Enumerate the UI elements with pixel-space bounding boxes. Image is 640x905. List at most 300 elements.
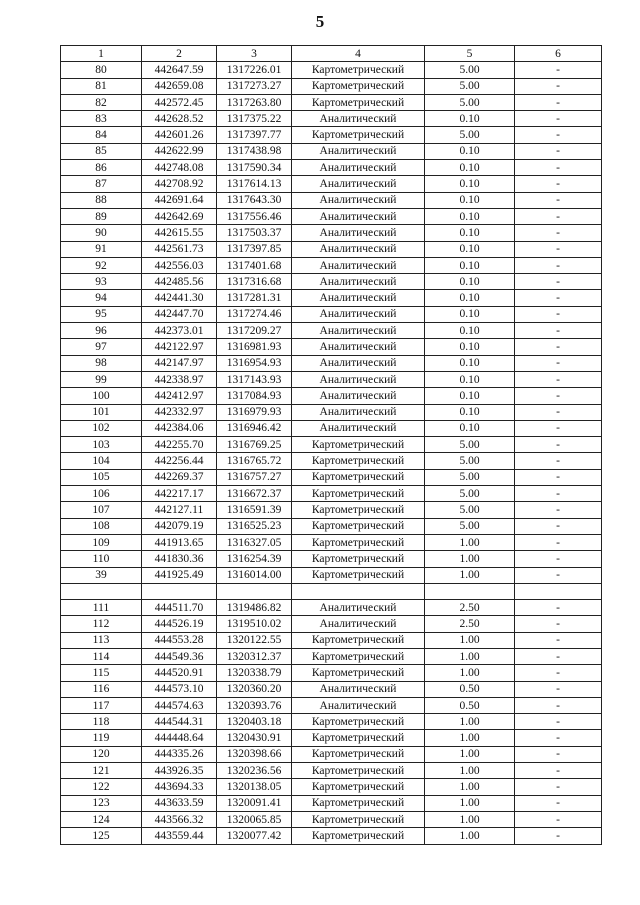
point-number-cell: 100 — [61, 388, 142, 404]
method-cell: Картометрический — [292, 795, 425, 811]
table-row — [61, 779, 602, 795]
method-cell: Аналитический — [292, 290, 425, 306]
x-coordinate-cell: 443694.33 — [142, 779, 217, 795]
y-coordinate-cell: 1320312.37 — [217, 648, 292, 664]
y-coordinate-cell: 1316525.23 — [217, 518, 292, 534]
method-cell: Аналитический — [292, 355, 425, 371]
description-cell: - — [515, 306, 602, 322]
x-coordinate-cell: 442384.06 — [142, 420, 217, 436]
y-coordinate-cell: 1316591.39 — [217, 502, 292, 518]
x-coordinate-cell: 441925.49 — [142, 567, 217, 583]
description-cell: - — [515, 534, 602, 550]
x-coordinate-cell: 442659.08 — [142, 78, 217, 94]
description-cell: - — [515, 94, 602, 110]
accuracy-cell: 1.00 — [425, 632, 515, 648]
point-number-cell: 39 — [61, 567, 142, 583]
x-coordinate-cell: 444511.70 — [142, 600, 217, 616]
accuracy-cell: 2.50 — [425, 600, 515, 616]
description-cell: - — [515, 355, 602, 371]
table-row — [61, 143, 602, 159]
table-row — [61, 274, 602, 290]
method-cell: Аналитический — [292, 241, 425, 257]
point-number-cell: 95 — [61, 306, 142, 322]
y-coordinate-cell: 1317226.01 — [217, 62, 292, 78]
y-coordinate-cell: 1320398.66 — [217, 746, 292, 762]
x-coordinate-cell: 442622.99 — [142, 143, 217, 159]
point-number-cell: 112 — [61, 616, 142, 632]
description-cell: - — [515, 486, 602, 502]
accuracy-cell: 5.00 — [425, 502, 515, 518]
table-row — [61, 241, 602, 257]
y-coordinate-cell: 1320338.79 — [217, 665, 292, 681]
y-coordinate-cell: 1317401.68 — [217, 257, 292, 273]
y-coordinate-cell: 1316254.39 — [217, 551, 292, 567]
x-coordinate-cell: 442485.56 — [142, 274, 217, 290]
accuracy-cell: 5.00 — [425, 486, 515, 502]
y-coordinate-cell: 1319510.02 — [217, 616, 292, 632]
description-cell: - — [515, 681, 602, 697]
y-coordinate-cell: 1317084.93 — [217, 388, 292, 404]
x-coordinate-cell: 442691.64 — [142, 192, 217, 208]
method-cell: Картометрический — [292, 811, 425, 827]
table-row — [61, 160, 602, 176]
method-cell: Аналитический — [292, 371, 425, 387]
method-cell: Аналитический — [292, 111, 425, 127]
method-cell: Аналитический — [292, 323, 425, 339]
method-cell: Аналитический — [292, 404, 425, 420]
accuracy-cell: 0.10 — [425, 241, 515, 257]
table-row — [61, 192, 602, 208]
table-row — [61, 453, 602, 469]
x-coordinate-cell: 442373.01 — [142, 323, 217, 339]
description-cell: - — [515, 746, 602, 762]
table-row — [61, 616, 602, 632]
table-row — [61, 534, 602, 550]
accuracy-cell: 0.10 — [425, 192, 515, 208]
description-cell: - — [515, 111, 602, 127]
x-coordinate-cell: 442572.45 — [142, 94, 217, 110]
x-coordinate-cell: 442556.03 — [142, 257, 217, 273]
point-number-cell: 92 — [61, 257, 142, 273]
x-coordinate-cell: 442601.26 — [142, 127, 217, 143]
description-cell: - — [515, 779, 602, 795]
description-cell: - — [515, 257, 602, 273]
y-coordinate-cell: 1317273.27 — [217, 78, 292, 94]
method-cell — [292, 583, 425, 599]
point-number-cell: 104 — [61, 453, 142, 469]
point-number-cell: 119 — [61, 730, 142, 746]
accuracy-cell: 0.10 — [425, 306, 515, 322]
y-coordinate-cell: 1316765.72 — [217, 453, 292, 469]
accuracy-cell: 0.10 — [425, 176, 515, 192]
point-number-cell: 125 — [61, 828, 142, 844]
accuracy-cell: 1.00 — [425, 746, 515, 762]
description-cell: - — [515, 665, 602, 681]
point-number-cell: 101 — [61, 404, 142, 420]
method-cell: Аналитический — [292, 225, 425, 241]
accuracy-cell: 0.50 — [425, 697, 515, 713]
description-cell: - — [515, 763, 602, 779]
accuracy-cell: 1.00 — [425, 811, 515, 827]
table-row — [61, 469, 602, 485]
table-row — [61, 518, 602, 534]
y-coordinate-cell: 1316946.42 — [217, 420, 292, 436]
accuracy-cell: 1.00 — [425, 665, 515, 681]
method-cell: Аналитический — [292, 306, 425, 322]
method-cell: Аналитический — [292, 420, 425, 436]
method-cell: Аналитический — [292, 274, 425, 290]
table-row — [61, 176, 602, 192]
accuracy-cell — [425, 583, 515, 599]
description-cell: - — [515, 225, 602, 241]
description-cell: - — [515, 632, 602, 648]
x-coordinate-cell: 442332.97 — [142, 404, 217, 420]
accuracy-cell: 0.10 — [425, 257, 515, 273]
point-number-cell: 105 — [61, 469, 142, 485]
x-coordinate-cell: 442748.08 — [142, 160, 217, 176]
accuracy-cell: 1.00 — [425, 828, 515, 844]
y-coordinate-cell: 1316954.93 — [217, 355, 292, 371]
x-coordinate-cell: 441913.65 — [142, 534, 217, 550]
y-coordinate-cell: 1317556.46 — [217, 208, 292, 224]
method-cell: Картометрический — [292, 567, 425, 583]
y-coordinate-cell: 1320065.85 — [217, 811, 292, 827]
table-row — [61, 648, 602, 664]
description-cell: - — [515, 616, 602, 632]
description-cell: - — [515, 404, 602, 420]
table-row — [61, 714, 602, 730]
y-coordinate-cell: 1317614.13 — [217, 176, 292, 192]
point-number-cell: 97 — [61, 339, 142, 355]
description-cell: - — [515, 176, 602, 192]
description-cell: - — [515, 420, 602, 436]
y-coordinate-cell: 1316981.93 — [217, 339, 292, 355]
table-row — [61, 94, 602, 110]
point-number-cell: 106 — [61, 486, 142, 502]
y-coordinate-cell: 1317263.80 — [217, 94, 292, 110]
description-cell: - — [515, 192, 602, 208]
accuracy-cell: 0.10 — [425, 388, 515, 404]
accuracy-cell: 5.00 — [425, 469, 515, 485]
method-cell: Картометрический — [292, 730, 425, 746]
accuracy-cell: 1.00 — [425, 648, 515, 664]
accuracy-cell: 5.00 — [425, 518, 515, 534]
description-cell: - — [515, 241, 602, 257]
method-cell: Картометрический — [292, 746, 425, 762]
method-cell: Картометрический — [292, 94, 425, 110]
method-cell: Картометрический — [292, 763, 425, 779]
table-row — [61, 62, 602, 78]
method-cell: Картометрический — [292, 665, 425, 681]
point-number-cell: 87 — [61, 176, 142, 192]
column-header: 1 — [61, 46, 142, 62]
point-number-cell: 91 — [61, 241, 142, 257]
point-number-cell: 94 — [61, 290, 142, 306]
table-row — [61, 681, 602, 697]
x-coordinate-cell: 443566.32 — [142, 811, 217, 827]
method-cell: Аналитический — [292, 160, 425, 176]
description-cell: - — [515, 160, 602, 176]
coordinates-table — [60, 45, 602, 845]
x-coordinate-cell: 442147.97 — [142, 355, 217, 371]
accuracy-cell: 0.10 — [425, 111, 515, 127]
y-coordinate-cell: 1316757.27 — [217, 469, 292, 485]
method-cell: Аналитический — [292, 600, 425, 616]
x-coordinate-cell: 442708.92 — [142, 176, 217, 192]
accuracy-cell: 0.10 — [425, 339, 515, 355]
x-coordinate-cell: 442412.97 — [142, 388, 217, 404]
table-row — [61, 697, 602, 713]
y-coordinate-cell: 1317590.34 — [217, 160, 292, 176]
accuracy-cell: 1.00 — [425, 567, 515, 583]
x-coordinate-cell: 444553.28 — [142, 632, 217, 648]
x-coordinate-cell: 442256.44 — [142, 453, 217, 469]
description-cell: - — [515, 730, 602, 746]
accuracy-cell: 0.10 — [425, 274, 515, 290]
method-cell: Аналитический — [292, 697, 425, 713]
description-cell: - — [515, 811, 602, 827]
description-cell: - — [515, 453, 602, 469]
point-number-cell: 124 — [61, 811, 142, 827]
x-coordinate-cell: 442338.97 — [142, 371, 217, 387]
x-coordinate-cell: 442122.97 — [142, 339, 217, 355]
point-number-cell: 85 — [61, 143, 142, 159]
method-cell: Картометрический — [292, 486, 425, 502]
table-row — [61, 420, 602, 436]
point-number-cell: 120 — [61, 746, 142, 762]
accuracy-cell: 1.00 — [425, 795, 515, 811]
method-cell: Картометрический — [292, 551, 425, 567]
method-cell: Аналитический — [292, 192, 425, 208]
accuracy-cell: 1.00 — [425, 551, 515, 567]
x-coordinate-cell — [142, 583, 217, 599]
description-cell: - — [515, 274, 602, 290]
method-cell: Аналитический — [292, 681, 425, 697]
accuracy-cell: 0.10 — [425, 371, 515, 387]
x-coordinate-cell: 442642.69 — [142, 208, 217, 224]
y-coordinate-cell: 1320393.76 — [217, 697, 292, 713]
accuracy-cell: 5.00 — [425, 62, 515, 78]
accuracy-cell: 0.10 — [425, 143, 515, 159]
y-coordinate-cell: 1320236.56 — [217, 763, 292, 779]
y-coordinate-cell: 1316979.93 — [217, 404, 292, 420]
column-header: 5 — [425, 46, 515, 62]
y-coordinate-cell: 1316327.05 — [217, 534, 292, 550]
x-coordinate-cell: 442217.17 — [142, 486, 217, 502]
method-cell: Аналитический — [292, 616, 425, 632]
description-cell: - — [515, 339, 602, 355]
method-cell: Картометрический — [292, 437, 425, 453]
column-header: 3 — [217, 46, 292, 62]
table-row — [61, 600, 602, 616]
point-number-cell: 108 — [61, 518, 142, 534]
table-row — [61, 371, 602, 387]
column-header: 4 — [292, 46, 425, 62]
description-cell: - — [515, 290, 602, 306]
method-cell: Картометрический — [292, 632, 425, 648]
description-cell: - — [515, 208, 602, 224]
accuracy-cell: 1.00 — [425, 763, 515, 779]
x-coordinate-cell: 444573.10 — [142, 681, 217, 697]
table-row — [61, 665, 602, 681]
point-number-cell: 93 — [61, 274, 142, 290]
table-row — [61, 551, 602, 567]
y-coordinate-cell: 1317397.85 — [217, 241, 292, 257]
y-coordinate-cell: 1316769.25 — [217, 437, 292, 453]
method-cell: Картометрический — [292, 502, 425, 518]
point-number-cell: 83 — [61, 111, 142, 127]
y-coordinate-cell: 1317397.77 — [217, 127, 292, 143]
y-coordinate-cell: 1320122.55 — [217, 632, 292, 648]
point-number-cell: 121 — [61, 763, 142, 779]
table-row — [61, 502, 602, 518]
y-coordinate-cell: 1320138.05 — [217, 779, 292, 795]
method-cell: Картометрический — [292, 779, 425, 795]
x-coordinate-cell: 442628.52 — [142, 111, 217, 127]
method-cell: Картометрический — [292, 648, 425, 664]
description-cell: - — [515, 600, 602, 616]
point-number-cell: 107 — [61, 502, 142, 518]
x-coordinate-cell: 444526.19 — [142, 616, 217, 632]
method-cell: Картометрический — [292, 828, 425, 844]
table-row — [61, 811, 602, 827]
table-row — [61, 583, 602, 599]
point-number-cell: 114 — [61, 648, 142, 664]
y-coordinate-cell: 1317274.46 — [217, 306, 292, 322]
x-coordinate-cell: 443633.59 — [142, 795, 217, 811]
x-coordinate-cell: 441830.36 — [142, 551, 217, 567]
y-coordinate-cell: 1316014.00 — [217, 567, 292, 583]
method-cell: Картометрический — [292, 714, 425, 730]
point-number-cell: 98 — [61, 355, 142, 371]
x-coordinate-cell: 442561.73 — [142, 241, 217, 257]
accuracy-cell: 1.00 — [425, 714, 515, 730]
table-row — [61, 306, 602, 322]
table-row — [61, 257, 602, 273]
table-row — [61, 567, 602, 583]
x-coordinate-cell: 444520.91 — [142, 665, 217, 681]
table-row — [61, 388, 602, 404]
table-row — [61, 828, 602, 844]
table-row — [61, 763, 602, 779]
point-number-cell: 81 — [61, 78, 142, 94]
table-row — [61, 746, 602, 762]
point-number-cell: 84 — [61, 127, 142, 143]
x-coordinate-cell: 442127.11 — [142, 502, 217, 518]
description-cell: - — [515, 388, 602, 404]
method-cell: Картометрический — [292, 127, 425, 143]
table-row — [61, 486, 602, 502]
column-header: 2 — [142, 46, 217, 62]
point-number-cell: 116 — [61, 681, 142, 697]
y-coordinate-cell: 1320430.91 — [217, 730, 292, 746]
description-cell: - — [515, 518, 602, 534]
accuracy-cell: 5.00 — [425, 94, 515, 110]
description-cell: - — [515, 795, 602, 811]
description-cell: - — [515, 567, 602, 583]
accuracy-cell: 0.10 — [425, 290, 515, 306]
x-coordinate-cell: 442079.19 — [142, 518, 217, 534]
point-number-cell: 86 — [61, 160, 142, 176]
table-row — [61, 225, 602, 241]
y-coordinate-cell: 1319486.82 — [217, 600, 292, 616]
description-cell: - — [515, 127, 602, 143]
point-number-cell: 123 — [61, 795, 142, 811]
point-number-cell: 117 — [61, 697, 142, 713]
point-number-cell: 110 — [61, 551, 142, 567]
accuracy-cell: 1.00 — [425, 534, 515, 550]
description-cell: - — [515, 648, 602, 664]
table-row — [61, 355, 602, 371]
description-cell: - — [515, 371, 602, 387]
table-row — [61, 730, 602, 746]
point-number-cell: 82 — [61, 94, 142, 110]
point-number-cell: 99 — [61, 371, 142, 387]
point-number-cell: 89 — [61, 208, 142, 224]
y-coordinate-cell: 1317643.30 — [217, 192, 292, 208]
point-number-cell: 122 — [61, 779, 142, 795]
description-cell: - — [515, 714, 602, 730]
description-cell: - — [515, 437, 602, 453]
point-number-cell: 103 — [61, 437, 142, 453]
accuracy-cell: 0.10 — [425, 225, 515, 241]
method-cell: Аналитический — [292, 208, 425, 224]
description-cell: - — [515, 78, 602, 94]
accuracy-cell: 5.00 — [425, 78, 515, 94]
y-coordinate-cell: 1317503.37 — [217, 225, 292, 241]
accuracy-cell: 0.50 — [425, 681, 515, 697]
accuracy-cell: 0.10 — [425, 160, 515, 176]
method-cell: Картометрический — [292, 62, 425, 78]
table-row — [61, 795, 602, 811]
y-coordinate-cell: 1317281.31 — [217, 290, 292, 306]
accuracy-cell: 5.00 — [425, 127, 515, 143]
y-coordinate-cell: 1317209.27 — [217, 323, 292, 339]
x-coordinate-cell: 443559.44 — [142, 828, 217, 844]
description-cell: - — [515, 323, 602, 339]
table-row — [61, 323, 602, 339]
method-cell: Аналитический — [292, 257, 425, 273]
x-coordinate-cell: 443926.35 — [142, 763, 217, 779]
table-row — [61, 127, 602, 143]
accuracy-cell: 0.10 — [425, 420, 515, 436]
description-cell: - — [515, 697, 602, 713]
point-number-cell: 80 — [61, 62, 142, 78]
method-cell: Картометрический — [292, 518, 425, 534]
description-cell: - — [515, 62, 602, 78]
accuracy-cell: 5.00 — [425, 437, 515, 453]
method-cell: Картометрический — [292, 534, 425, 550]
accuracy-cell: 0.10 — [425, 208, 515, 224]
accuracy-cell: 2.50 — [425, 616, 515, 632]
table-row — [61, 404, 602, 420]
x-coordinate-cell: 444574.63 — [142, 697, 217, 713]
x-coordinate-cell: 442647.59 — [142, 62, 217, 78]
method-cell: Аналитический — [292, 143, 425, 159]
table-row — [61, 208, 602, 224]
point-number-cell: 109 — [61, 534, 142, 550]
y-coordinate-cell: 1317438.98 — [217, 143, 292, 159]
point-number-cell: 90 — [61, 225, 142, 241]
point-number-cell: 111 — [61, 600, 142, 616]
x-coordinate-cell: 442255.70 — [142, 437, 217, 453]
x-coordinate-cell: 444448.64 — [142, 730, 217, 746]
method-cell: Аналитический — [292, 339, 425, 355]
point-number-cell: 102 — [61, 420, 142, 436]
accuracy-cell: 1.00 — [425, 779, 515, 795]
accuracy-cell: 1.00 — [425, 730, 515, 746]
point-number-cell: 118 — [61, 714, 142, 730]
